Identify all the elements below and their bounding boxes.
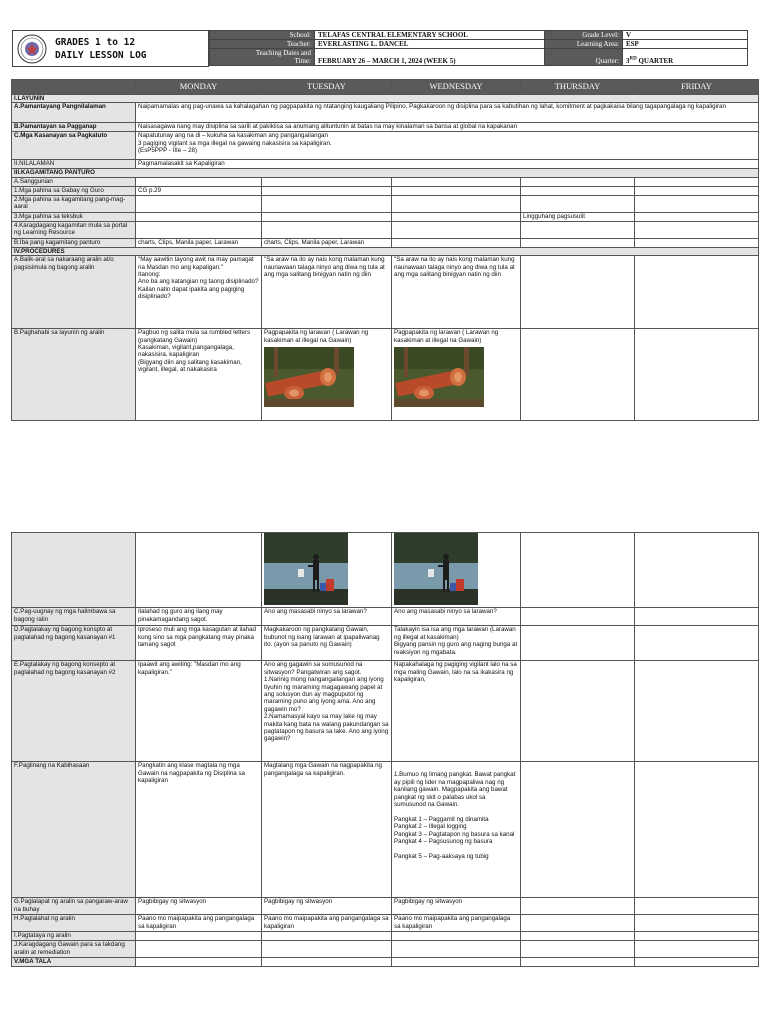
table-row [12,103,759,123]
table-row [12,958,759,967]
cell [262,941,392,958]
title-line-1: GRADES 1 to 12 [55,37,136,48]
table-row [12,123,759,132]
cell-text: Ipaawit ang awiting: "Masdan mo ang kapaligiran." [136,661,262,762]
row-label: II.NILALAMAN [12,160,136,169]
logging-photo [394,347,484,407]
row-label: V.MGA TALA [12,958,136,967]
learning-area-value: ESP [623,40,748,49]
cell-text: Magkakaroon ng pangkatang Gawain, bubunot ng isang larawan at ipapaliwanag ito. (ayon sa panuto ng Gawain) [262,626,392,661]
cell [392,212,521,221]
row-label: C.Pag-uugnay ng mga halimbawa sa bagong ralin [12,608,136,626]
cell-text: Pagbuo ng salita mula sa rumbled letters (pangkatang Gawain) Kasakiman, vigilant,pangangalaga, nakasisira, kapaligiran (Bigyang diin ang salitang kasakiman, vigilant, illegal, at nakakasira [136,329,262,421]
row-label: 2.Mga pahina sa kagamitang pang-mag-aaral [12,195,136,212]
table-row [12,95,759,103]
cell [521,533,635,608]
river-photo [264,533,348,605]
table-row [12,932,759,941]
cell [262,932,392,941]
teacher-value: EVERLASTING L. DANCEL [315,40,545,49]
row-label: J.Karagdagang Gawain para sa takdang aralin at remediation [12,941,136,958]
cell-text: Pagmamalasakit sa Kapaligiran [136,160,759,169]
row-label: 4.Karagdagang kagamitan mula sa portal ng Learning Resource [12,221,136,238]
row-label: G.Paglalapat ng aralin sa pangaraw-araw na buhay [12,898,136,915]
table-row [12,247,759,255]
cell [262,958,392,967]
cell-text: Pagbibigay ng sitwasyon [392,898,521,915]
cell [635,221,759,238]
cell [521,932,635,941]
river-photo [394,533,478,605]
cell-text: Naisasagawa nang may disiplina sa sarili at pakikiisa sa anumang alituntunin at batas na may kinalaman sa bansa at global na kapakanan [136,123,759,132]
cell [521,915,635,932]
cell-with-image [392,329,521,421]
day-header-thursday: THURSDAY [521,80,635,95]
cell-text: Napakahalaga ng pagiging vigilant lalo na sa mga maling Gawain, lalo na sa ikakasira ng kapaligiran, [392,661,521,762]
day-header-friday: FRIDAY [635,80,759,95]
cell-text: Pangkatin ang klase magtala ng mga Gawain na nagpapakita ng Disiplina sa kapaligiran [136,762,262,898]
table-row [12,221,759,238]
cell [521,898,635,915]
document-title [55,36,147,62]
cell [262,186,392,195]
row-label: 1.Mga pahina sa Gabay ng Guro [12,186,136,195]
row-label: H.Paglalahat ng aralin [12,915,136,932]
table-row [12,160,759,169]
lesson-log-header [12,30,758,67]
cell [521,661,635,762]
title-box [12,30,209,67]
row-label: E.Pagtalakay ng bagong konsepto at paglalahad ng bagong kasanayan #2 [12,661,136,762]
cell [635,932,759,941]
table-row [12,661,759,762]
header-info-table [209,30,748,66]
cell-text: Ano ang gagawin sa sumusunod na sitwasyon? Pangatwiran ang sagot. 1.Narinig mong nangangailangan ang iyong tiyuhin ng maraming magagawang papel at ang solusyon dun ay magpuputol ng maraming puno ang iyong ama. Ano ang gagawin mo? 2.Namamasyal kayo sa may lake ng may makita kang bata na walang pakundangan sa pagtatapon ng basura sa lake. Ano ang iyong gagawin? [262,661,392,762]
cell [635,661,759,762]
cell [136,932,262,941]
deped-seal-icon [17,34,47,64]
cell [392,221,521,238]
section-procedures: IV.PROCEDURES [12,247,759,255]
cell [136,212,262,221]
dates-value: FEBRUARY 26 – MARCH 1, 2024 (WEEK 5) [315,49,545,66]
cell-text: Paano mo maipapakita ang pangangalaga sa kapaligiran [392,915,521,932]
table-row [12,329,759,421]
row-label-empty [12,533,136,608]
cell-with-image [262,533,392,608]
row-label: A.Sanggunian [12,177,136,186]
cell-text: CG p.29 [136,186,262,195]
logging-photo [264,347,354,407]
cell [136,195,262,212]
cell [136,958,262,967]
cell-text: charts, Clips, Manila paper, Larawan [262,238,392,247]
cell [635,898,759,915]
quarter-text: 3RD QUARTER [626,56,674,65]
section-kagamitang: III.KAGAMITANG PANTURO [12,169,759,177]
row-label: C.Mga Kasanayan sa Pagkatuto [12,132,136,160]
table-row [12,941,759,958]
table-row [12,238,759,247]
cell-text: "Sa araw na ito ay nais kong malaman kung naunawaan talaga ninyo ang diwa ng tula at ang mga salitang binigyan natin ng diin [262,256,392,329]
cell [635,256,759,329]
cell [635,212,759,221]
cell [635,941,759,958]
row-label: I.Pagtataya ng aralin [12,932,136,941]
day-header-row [12,80,759,95]
cell-text: Pagpapakita ng larawan ( Larawan ng kasakiman at illegal na Gawain) [264,329,369,344]
table-row [12,898,759,915]
quarter-label: Quarter: [545,49,623,66]
cell [392,932,521,941]
row-label: F.Paglinang na Kabihasaan [12,762,136,898]
cell [521,941,635,958]
cell [635,186,759,195]
table-row [12,626,759,661]
cell-text: Paano mo maipapakita ang pangangalaga sa kapaligiran [136,915,262,932]
row-label: B.Iba pang kagamitang panturo [12,238,136,247]
cell [392,195,521,212]
cell [521,958,635,967]
cell-text: Pagbibigay ng sitwasyon [136,898,262,915]
cell [136,941,262,958]
cell-text: Pagbibigay ng sitwasyon [262,898,392,915]
cell [521,186,635,195]
row-label: 3.Mga pahina sa teksbuk [12,212,136,221]
cell [635,608,759,626]
section-layunin: I.LAYUNIN [12,95,759,103]
table-row [12,915,759,932]
cell [521,221,635,238]
table-row [12,169,759,177]
learning-area-label: Learning Area: [545,40,623,49]
school-label: School: [210,31,315,40]
table-row [12,256,759,329]
cell [635,329,759,421]
cell [521,256,635,329]
row-label: A.Balik-aral sa nakaraang aralin at/o pagsisimula ng bagong aralin [12,256,136,329]
cell-text: Ano ang masasabi ninyo sa larawan? [392,608,521,626]
cell [635,195,759,212]
table-row [12,608,759,626]
cell [521,238,635,247]
cell-text: Napatutunay ang na di – kukuha sa kasakiman ang pangangailangan 3 pagiging vigilant sa mga illegal na gawaing nakasisira sa kapaligiran. (EsP5PPP - IIIe – 28) [136,132,759,160]
cell [262,221,392,238]
cell-text: Naipamamalas ang pag-unawa sa kahalagahan ng pagpapakita ng ntatanging kaugaliang Pilipino, Pagkakaroon ng disiplina para sa kabutihan ng lahat, komitment at pagkakaisa bilang tagapangalaga ng kapaligiran [136,103,759,123]
cell [521,177,635,186]
cell-text: 1.Bumuo ng limang pangkat. Bawat pangkat ay pipili ng lider na magpapaliwa nag ng kanilang gawain. Magpapakita ang bawat pangkat ng skit o palabas ukol sa sumusunod na Gawain. Pangkat 1 – Paggamit ng dinamita Pangkat 2 – Illegal logging Pangkat 3 – Pagtatapon ng basura sa kanal Pangkat 4 – Pagsusunog ng basura Pangkat 5 – Pag-aaksaya ng tubig [392,762,521,898]
cell [521,626,635,661]
title-line-2: DAILY LESSON LOG [55,50,147,61]
cell-text: "May aawitin tayong awit na may pamagat na Masdan mo ang kapaligan." Itanong: Ano ba ang katangian ng taong disiplinado? Kailan natin dapat ipakita ang pagiging disiplinado? [136,256,262,329]
cell-with-image [392,533,521,608]
cell-text: Ano ang masasabi ninyo sa larawan? [262,608,392,626]
lesson-table-part-2 [11,532,759,967]
day-header-tuesday: TUESDAY [262,80,392,95]
row-label: D.Pagtalakay ng bagong konspto at paglalahad ng bagong kasanayan #1 [12,626,136,661]
table-row [12,177,759,186]
lesson-table-part-1 [11,79,759,421]
dates-label [210,49,315,66]
cell [635,915,759,932]
cell [392,186,521,195]
cell [262,195,392,212]
cell [635,533,759,608]
dates-label-line-1: Teaching Dates and [255,49,311,57]
cell-text: Ilalahad ng guro ang ilang may pinakamagandang sagot. [136,608,262,626]
cell [392,238,521,247]
table-row [12,132,759,160]
cell-text: Magtalang mga Gawain na nagpapakita ng pangangalaga sa kapaligiran. [262,762,392,898]
teacher-label: Teacher: [210,40,315,49]
cell [136,221,262,238]
table-row [12,186,759,195]
cell [392,177,521,186]
cell-with-image [262,329,392,421]
cell-text: "Sa araw na ito ay nais kong malaman kung naunawaan talaga ninyo ang diwa ng tula at ang mga salitang binigyan natin ng diin [392,256,521,329]
cell [136,177,262,186]
cell [521,195,635,212]
cell [635,958,759,967]
table-row [12,762,759,898]
cell-text: Iproseso muli ang mga kasagutan at ilahad kung sino sa mga pangkatang may pinaka tamang sagot [136,626,262,661]
cell [521,762,635,898]
cell [262,177,392,186]
dates-label-line-2: Time: [294,57,311,65]
cell [136,533,262,608]
cell-text: Talakayin isa isa ang mga larawan (Larawan ng illegal at kasakiman) Bigyang pansin ng guro ang naging bunga at reaksiyon ng mgabata. [392,626,521,661]
quarter-ordinal: RD [629,56,637,62]
table-row [12,212,759,221]
cell [635,177,759,186]
grade-level-value: V [623,31,748,40]
cell [392,941,521,958]
cell [262,212,392,221]
day-header-wednesday: WEDNESDAY [392,80,521,95]
cell [521,608,635,626]
corner-cell [12,80,136,95]
quarter-value [623,49,748,66]
cell [635,626,759,661]
cell [635,238,759,247]
day-header-monday: MONDAY [136,80,262,95]
cell [521,329,635,421]
cell [392,958,521,967]
school-value: TELAFAS CENTRAL ELEMENTARY SCHOOL [315,31,545,40]
grade-level-label: Grade Level: [545,31,623,40]
row-label: B.Paghahabi sa layunin ng aralin [12,329,136,421]
cell [635,762,759,898]
table-row [12,533,759,608]
cell-text: Pagpapakita ng larawan ( Larawan ng kasakiman at illegal na Gawain) [394,329,499,344]
row-label: A.Pamantayang Pangnilalaman [12,103,136,123]
cell-text: Lingguhang pagsusulit [521,212,635,221]
table-row [12,195,759,212]
cell-text: Paano mo maipapakita ang pangangalaga sa kapaligiran [262,915,392,932]
row-label: B.Pamantayan sa Pagganap [12,123,136,132]
cell-text: charts, Clips, Manila paper, Larawan [136,238,262,247]
